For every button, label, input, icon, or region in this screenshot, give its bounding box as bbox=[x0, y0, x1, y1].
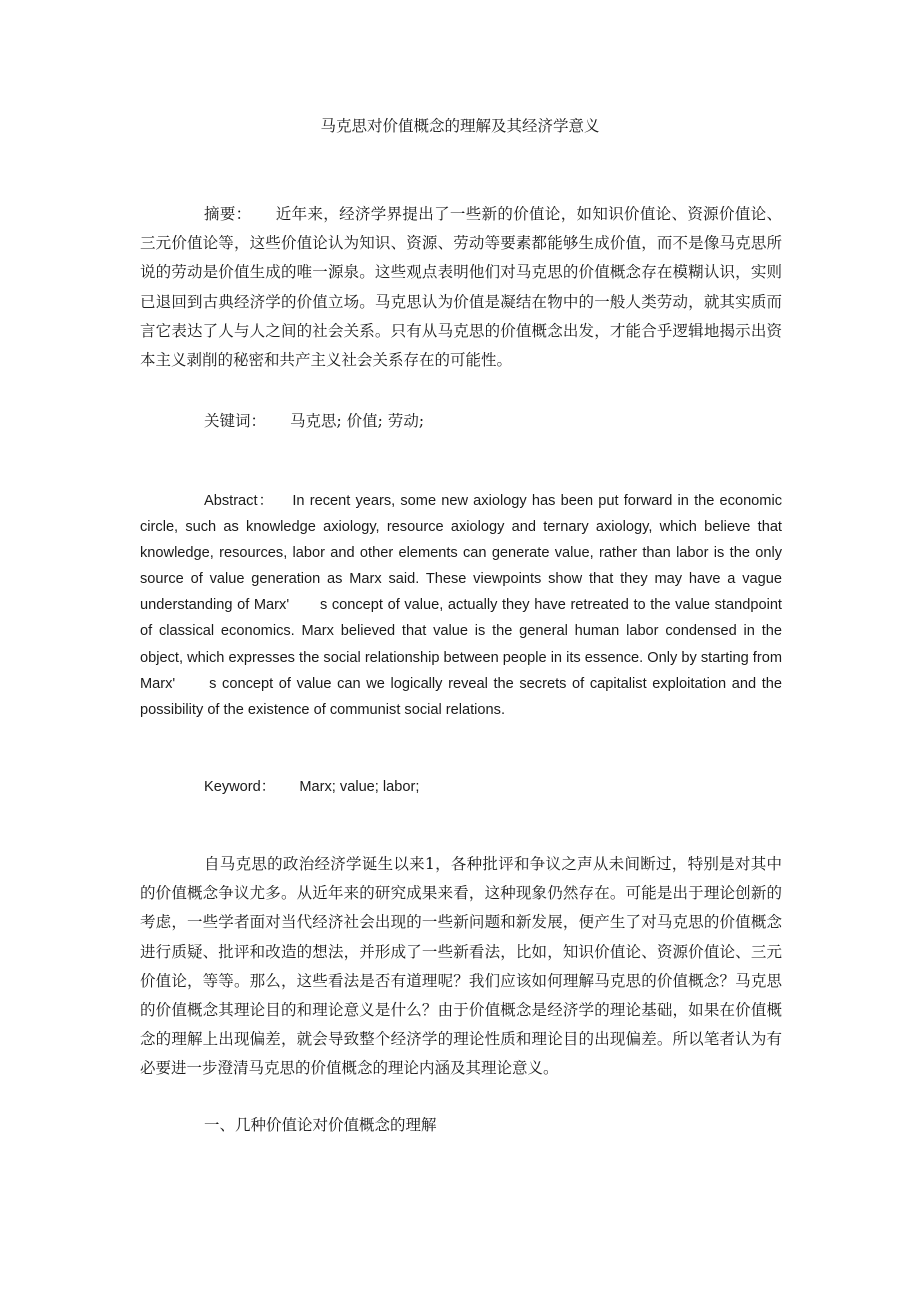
keywords-en-text: Marx; value; labor; bbox=[299, 779, 420, 795]
abstract-en-label: Abstract： bbox=[204, 493, 275, 509]
intro-paragraph: 自马克思的政治经济学诞生以来1，各种批评和争议之声从未间断过，特别是对其中的价值概念争议尤多。从近年来的研究成果来看，这种现象仍然存在。可能是出于理论创新的考虑，一些学者面对当代经济社会出现的一些新问题和新发展，便产生了对马克思的价值概念进行质疑、批评和改造的想法，并形成了一些新看法，比如，知识价值论、资源价值论、三元价值论，等等。那么，这些看法是否有道理呢？我们应该如何理解马克思的价值概念？马克思的价值概念其理论目的和理论意义是什么？由于价值概念是经济学的理论基础，如果在价值概念的理解上出现偏差，就会导致整个经济学的理论性质和理论目的出现偏差。所以笔者认为有必要进一步澄清马克思的价值概念的理论内涵及其理论意义。 bbox=[140, 855, 782, 1078]
keywords-cn bbox=[140, 407, 782, 436]
abstract-cn bbox=[140, 200, 782, 375]
keywords-cn-text: 马克思; 价值; 劳动; bbox=[290, 412, 425, 430]
abstract-cn-label: 摘要： bbox=[204, 205, 252, 223]
document-title: 马克思对价值概念的理解及其经济学意义 bbox=[320, 117, 600, 135]
abstract-en bbox=[140, 488, 782, 723]
keywords-en bbox=[140, 774, 782, 800]
section-heading-1: 一、几种价值论对价值概念的理解 bbox=[204, 1116, 437, 1134]
abstract-cn-text: 近年来，经济学界提出了一些新的价值论，如知识价值论、资源价值论、三元价值论等，这些价值论认为知识、资源、劳动等要素都能够生成价值，而不是像马克思所说的劳动是价值生成的唯一源泉。这些观点表明他们对马克思的价值概念存在模糊认识，实则已退回到古典经济学的价值立场。马克思认为价值是凝结在物中的一般人类劳动，就其实质而言它表达了人与人之间的社会关系。只有从马克思的价值概念出发，才能合乎逻辑地揭示出资本主义剥削的秘密和共产主义社会关系存在的可能性。 bbox=[140, 205, 782, 370]
keywords-cn-label: 关键词： bbox=[204, 412, 267, 430]
abstract-en-text: In recent years, some new axiology has been put forward in the economic circle, such as knowledge axiology, resource axiology and ternary axiology, which believe that knowledge, resources, labor and other elements can generate value, rather than labor is the only source of value generation as Marx said. These viewpoints show that they may have a vague understanding of Marx' s concept of value, actually they have retreated to the value standpoint of classical economics. Marx believed that value is the general human labor condensed in the object, which expresses the social relationship between people in its essence. Only by starting from Marx' s concept of value can we logically reveal the secrets of capitalist exploitation and the possibility of the existence of communist social relations. bbox=[140, 493, 782, 718]
keywords-en-label: Keyword： bbox=[204, 779, 276, 795]
